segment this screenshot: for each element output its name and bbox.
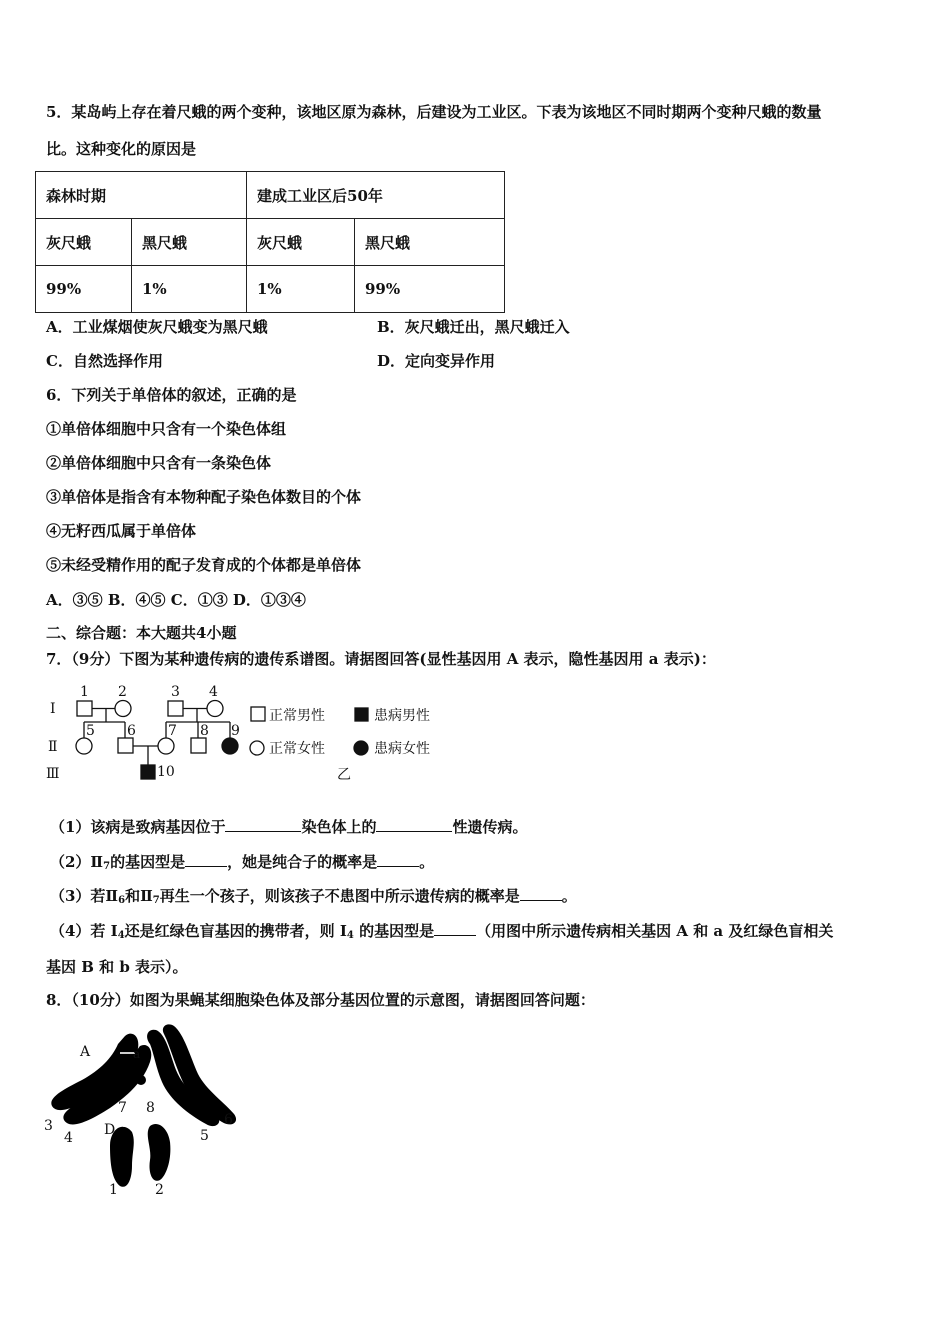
q6-stem: 6．下列关于单倍体的叙述，正确的是 [46,386,297,404]
table-cell: 黑尺蛾 [132,219,247,266]
q6-statement: ④无籽西瓜属于单倍体 [46,522,197,540]
table-cell: 灰尺蛾 [36,219,132,266]
q6-statement: ②单倍体细胞中只含有一条染色体 [46,454,272,472]
subscript: 4 [117,930,125,941]
text-segment: （4）若 I [50,922,118,940]
q5-stem-line2: 比。这种变化的原因是 [46,140,197,158]
chromosome-label: 2 [155,1182,164,1198]
table-cell: 99% [355,266,505,313]
legend-affected-male-icon [355,708,368,721]
text-segment: （2）Ⅱ [50,853,104,871]
generation-label: Ⅲ [46,766,60,782]
individual-label: 8 [200,723,209,739]
q6-statement: ⑤未经受精作用的配子发育成的个体都是单倍体 [46,556,362,574]
individual-9-affected-female [222,738,238,754]
q5-option-a: A．工业煤烟使灰尺蛾变为黑尺蛾 [46,318,268,336]
legend-label: 患病女性 [374,741,430,757]
chromosome-figure [40,1020,250,1205]
individual-8-normal-male [191,738,206,753]
chromosome-label: 7 [118,1100,127,1116]
legend-label: 正常女性 [269,741,325,757]
q5-stem-line1: 5．某岛屿上存在着尺蛾的两个变种，该地区原为森林，后建设为工业区。下表为该地区不同时期两个变种尺蛾的数量 [46,103,822,121]
text-segment: 染色体上的 [301,818,377,836]
q6-statement: ①单倍体细胞中只含有一个染色体组 [46,420,287,438]
individual-3-normal-male [168,701,183,716]
pedigree-caption: 乙 [337,767,351,783]
chromosome-2 [148,1124,171,1181]
gene-label-d: D [104,1122,116,1138]
text-segment: （1）该病是致病基因位于 [50,818,226,836]
chromosome-label: 8 [146,1100,155,1116]
text-segment: 还是红绿色盲基因的携带者，则 I [124,922,347,940]
individual-label: 3 [171,684,180,700]
q7-sub4-line2: 基因 B 和 b 表示）。 [46,958,188,976]
q5-option-b: B．灰尺蛾迁出，黑尺蛾迁入 [377,318,570,336]
answer-blank[interactable] [377,850,419,867]
individual-1-normal-male [77,701,92,716]
text-segment: （3）若Ⅱ [50,887,119,905]
subscript: 7 [152,895,160,906]
individual-label: 2 [118,684,127,700]
generation-label: Ⅰ [50,701,56,717]
q6-options: A．③⑤ B．④⑤ C．①③ D．①③④ [46,591,306,609]
legend-normal-female-icon [250,741,264,755]
subscript: 6 [118,895,126,906]
individual-6-normal-male [118,738,133,753]
individual-label: 10 [157,764,175,780]
individual-label: 6 [127,723,136,739]
q5-option-c: C．自然选择作用 [46,352,163,370]
answer-blank[interactable] [376,815,452,832]
chromosome-label: 5 [200,1128,209,1144]
individual-label: 4 [209,684,218,700]
generation-label: Ⅱ [48,739,58,755]
pedigree-chart [40,676,460,786]
q6-statement: ③单倍体是指含有本物种配子染色体数目的个体 [46,488,362,506]
table-cell: 1% [132,266,247,313]
text-segment: 和Ⅱ [125,887,153,905]
legend-affected-female-icon [354,741,368,755]
q5-period-forest: 森林时期 [36,172,247,219]
text-segment: （用图中所示遗传病相关基因 A 和 a 及红绿色盲相关 [476,922,834,940]
text-segment: 再生一个孩子，则该孩子不患图中所示遗传病的概率是 [159,887,520,905]
text-segment: ，她是纯合子的概率是 [227,853,378,871]
answer-blank[interactable] [520,884,562,901]
individual-label: 5 [86,723,95,739]
q7-sub3 [50,884,577,912]
q5-option-d: D．定向变异作用 [377,352,496,370]
q7-sub2 [50,850,434,878]
chromosome-label: 3 [44,1118,53,1134]
table-cell: 99% [36,266,132,313]
answer-blank[interactable] [185,850,227,867]
q5-period-industry: 建成工业区后50年 [247,172,505,219]
table-cell: 1% [247,266,355,313]
legend-label: 患病男性 [374,708,430,724]
individual-10-affected-male [141,765,155,779]
text-segment: 。 [419,853,435,871]
section-heading: 二、综合题：本大题共4小题 [46,624,237,642]
text-segment: 性遗传病。 [452,818,528,836]
individual-label: 7 [168,723,177,739]
subscript: 4 [346,930,354,941]
legend-normal-male-icon [251,707,265,721]
chromosome-label: 4 [64,1130,73,1146]
text-segment: 。 [561,887,577,905]
q7-stem: 7．（9分）下图为某种遗传病的遗传系谱图。请据图回答(显性基因用 A 表示，隐性基因用 a 表示)： [46,650,716,668]
table-cell: 黑尺蛾 [355,219,505,266]
q5-table [35,171,505,313]
individual-label: 1 [80,684,89,700]
answer-blank[interactable] [225,815,301,832]
individual-2-normal-female [115,701,131,717]
legend-label: 正常男性 [269,708,325,724]
text-segment: 的基因型是 [110,853,186,871]
text-segment: 的基因型是 [353,922,435,940]
chromosome-label: 6 [224,1112,233,1128]
individual-4-normal-female [207,701,223,717]
chromosome-label: 1 [109,1182,118,1198]
subscript: 7 [103,861,111,872]
answer-blank[interactable] [434,919,476,936]
gene-label-a-lower: a [133,1047,141,1061]
individual-label: 9 [231,723,240,739]
q8-stem: 8．（10分）如图为果蝇某细胞染色体及部分基因位置的示意图，请据图回答问题： [46,991,595,1009]
table-cell: 灰尺蛾 [247,219,355,266]
q7-sub4 [50,919,833,947]
chromosome-7 [118,1075,128,1085]
individual-7-normal-female [158,738,174,754]
individual-5-normal-female [76,738,92,754]
chromosome-8 [136,1075,146,1085]
q7-sub1 [50,815,527,838]
gene-label-a-upper: A [80,1044,91,1060]
